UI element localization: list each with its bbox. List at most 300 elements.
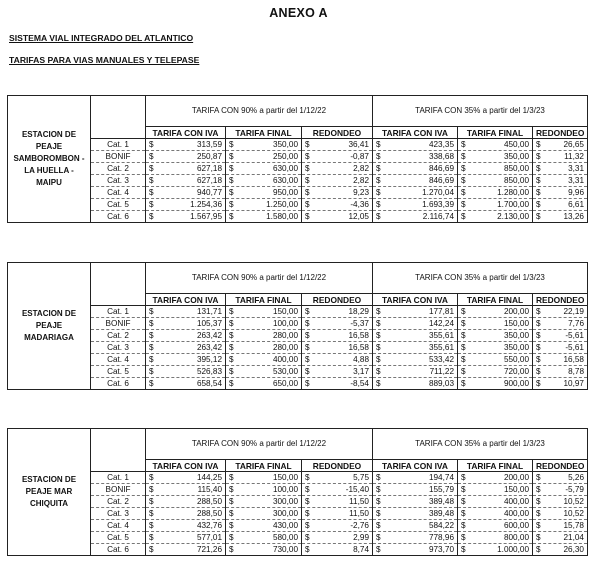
money-cell xyxy=(533,306,588,318)
currency-symbol: $ xyxy=(229,544,234,554)
amount: 711,22 xyxy=(429,366,454,376)
col-tarifa-iva: TARIFA CON IVA xyxy=(373,127,458,139)
period-header-90: TARIFA CON 90% a partir del 1/12/22 xyxy=(146,429,373,460)
currency-symbol: $ xyxy=(536,139,541,149)
currency-symbol: $ xyxy=(229,366,234,376)
amount: 1.000,00 xyxy=(497,544,529,554)
amount: 1.250,00 xyxy=(266,199,298,209)
currency-symbol: $ xyxy=(305,199,310,209)
money-cell xyxy=(458,163,533,175)
col-tarifa-final: TARIFA FINAL xyxy=(226,294,302,306)
amount: 10,97 xyxy=(563,378,584,388)
currency-symbol: $ xyxy=(461,532,466,542)
currency-symbol: $ xyxy=(536,306,541,316)
amount: 530,00 xyxy=(272,366,298,376)
currency-symbol: $ xyxy=(149,318,154,328)
money-cell xyxy=(373,354,458,366)
station-tariff-table xyxy=(7,262,588,390)
amount: 355,61 xyxy=(428,342,454,352)
money-cell xyxy=(373,366,458,378)
currency-symbol: $ xyxy=(536,330,541,340)
money-cell xyxy=(146,378,226,390)
currency-symbol: $ xyxy=(461,484,466,494)
amount: 550,00 xyxy=(503,354,529,364)
currency-symbol: $ xyxy=(461,330,466,340)
money-cell xyxy=(226,318,302,330)
station-name: ESTACION DE PEAJE MAR CHIQUITA xyxy=(8,429,91,556)
category-label: Cat. 1 xyxy=(91,139,146,151)
amount: 11,50 xyxy=(349,508,369,518)
blank-header-cell xyxy=(91,263,146,306)
money-cell xyxy=(373,508,458,520)
money-cell xyxy=(458,496,533,508)
money-cell xyxy=(533,151,588,163)
amount: 338,68 xyxy=(428,151,454,161)
currency-symbol: $ xyxy=(376,532,381,542)
money-cell xyxy=(533,472,588,484)
amount: 350,00 xyxy=(503,330,529,340)
money-cell xyxy=(302,151,373,163)
currency-symbol: $ xyxy=(376,163,381,173)
amount: 26,65 xyxy=(563,139,584,149)
currency-symbol: $ xyxy=(376,175,381,185)
money-cell xyxy=(458,472,533,484)
station-name: ESTACION DE PEAJE SAMBOROMBON - LA HUELLA - MAIPU xyxy=(8,96,91,223)
currency-symbol: $ xyxy=(536,175,541,185)
category-label: Cat. 4 xyxy=(91,187,146,199)
currency-symbol: $ xyxy=(536,151,541,161)
money-cell xyxy=(373,175,458,187)
table-row xyxy=(8,508,588,520)
amount: 100,00 xyxy=(272,484,298,494)
money-cell xyxy=(373,211,458,223)
money-cell xyxy=(533,211,588,223)
currency-symbol: $ xyxy=(461,354,466,364)
col-redondeo: REDONDEO xyxy=(533,127,588,139)
amount: 5,26 xyxy=(568,472,584,482)
table-row xyxy=(8,330,588,342)
currency-symbol: $ xyxy=(376,306,381,316)
money-cell xyxy=(533,354,588,366)
money-cell xyxy=(302,199,373,211)
amount: 7,76 xyxy=(568,318,584,328)
amount: 288,50 xyxy=(196,508,222,518)
period-header-row xyxy=(8,429,588,460)
table-row xyxy=(8,175,588,187)
money-cell xyxy=(533,330,588,342)
amount: 1.270,04 xyxy=(422,187,454,197)
currency-symbol: $ xyxy=(376,484,381,494)
category-label: Cat. 1 xyxy=(91,472,146,484)
money-cell xyxy=(533,544,588,556)
amount: -0,87 xyxy=(350,151,369,161)
currency-symbol: $ xyxy=(536,366,541,376)
amount: 1.254,36 xyxy=(190,199,222,209)
amount: -5,37 xyxy=(350,318,369,328)
money-cell xyxy=(226,211,302,223)
money-cell xyxy=(302,378,373,390)
amount: 778,96 xyxy=(428,532,454,542)
currency-symbol: $ xyxy=(305,306,310,316)
table-row xyxy=(8,544,588,556)
money-cell xyxy=(302,484,373,496)
money-cell xyxy=(458,199,533,211)
amount: 950,00 xyxy=(272,187,298,197)
money-cell xyxy=(373,496,458,508)
currency-symbol: $ xyxy=(305,175,310,185)
money-cell xyxy=(226,520,302,532)
currency-symbol: $ xyxy=(461,342,466,352)
money-cell xyxy=(458,318,533,330)
currency-symbol: $ xyxy=(149,187,154,197)
col-tarifa-final: TARIFA FINAL xyxy=(226,460,302,472)
table-row xyxy=(8,163,588,175)
category-label: BONIF xyxy=(91,484,146,496)
currency-symbol: $ xyxy=(461,163,466,173)
currency-symbol: $ xyxy=(461,175,466,185)
money-cell xyxy=(458,175,533,187)
amount: 846,69 xyxy=(428,175,454,185)
table-row xyxy=(8,484,588,496)
currency-symbol: $ xyxy=(229,139,234,149)
category-label: Cat. 2 xyxy=(91,330,146,342)
currency-symbol: $ xyxy=(461,378,466,388)
table-row xyxy=(8,318,588,330)
amount: -5,61 xyxy=(565,330,584,340)
amount: 1.700,00 xyxy=(497,199,529,209)
currency-symbol: $ xyxy=(536,508,541,518)
amount: 400,00 xyxy=(503,496,529,506)
currency-symbol: $ xyxy=(305,496,310,506)
amount: 720,00 xyxy=(503,366,529,376)
col-redondeo: REDONDEO xyxy=(302,127,373,139)
money-cell xyxy=(302,342,373,354)
amount: 395,12 xyxy=(196,354,222,364)
amount: 2.130,00 xyxy=(497,211,529,221)
currency-symbol: $ xyxy=(461,472,466,482)
currency-symbol: $ xyxy=(461,187,466,197)
amount: 150,00 xyxy=(272,306,298,316)
currency-symbol: $ xyxy=(305,508,310,518)
currency-symbol: $ xyxy=(376,187,381,197)
amount: 3,17 xyxy=(353,366,369,376)
amount: 8,74 xyxy=(353,544,369,554)
col-tarifa-iva: TARIFA CON IVA xyxy=(146,294,226,306)
money-cell xyxy=(146,175,226,187)
amount: 721,26 xyxy=(196,544,222,554)
money-cell xyxy=(373,532,458,544)
currency-symbol: $ xyxy=(229,472,234,482)
currency-symbol: $ xyxy=(376,496,381,506)
currency-symbol: $ xyxy=(376,318,381,328)
currency-symbol: $ xyxy=(536,496,541,506)
currency-symbol: $ xyxy=(305,163,310,173)
currency-symbol: $ xyxy=(461,199,466,209)
money-cell xyxy=(533,484,588,496)
money-cell xyxy=(302,163,373,175)
money-cell xyxy=(226,330,302,342)
money-cell xyxy=(373,472,458,484)
amount: 21,04 xyxy=(563,532,584,542)
currency-symbol: $ xyxy=(305,211,310,221)
currency-symbol: $ xyxy=(376,472,381,482)
table-row xyxy=(8,342,588,354)
amount: 580,00 xyxy=(272,532,298,542)
money-cell xyxy=(146,520,226,532)
amount: 4,88 xyxy=(353,354,369,364)
currency-symbol: $ xyxy=(536,354,541,364)
amount: 177,81 xyxy=(428,306,454,316)
amount: 2.116,74 xyxy=(422,211,454,221)
amount: 1.693,39 xyxy=(422,199,454,209)
currency-symbol: $ xyxy=(149,472,154,482)
amount: 150,00 xyxy=(503,484,529,494)
money-cell xyxy=(146,330,226,342)
category-label: Cat. 3 xyxy=(91,175,146,187)
money-cell xyxy=(146,532,226,544)
currency-symbol: $ xyxy=(376,139,381,149)
currency-symbol: $ xyxy=(376,520,381,530)
money-cell xyxy=(146,508,226,520)
amount: 16,58 xyxy=(348,342,369,352)
amount: 730,00 xyxy=(272,544,298,554)
currency-symbol: $ xyxy=(305,330,310,340)
col-redondeo: REDONDEO xyxy=(533,460,588,472)
money-cell xyxy=(458,532,533,544)
amount: 650,00 xyxy=(272,378,298,388)
category-label: Cat. 4 xyxy=(91,520,146,532)
money-cell xyxy=(302,544,373,556)
amount: 16,58 xyxy=(563,354,584,364)
currency-symbol: $ xyxy=(149,496,154,506)
money-cell xyxy=(302,532,373,544)
amount: 430,00 xyxy=(272,520,298,530)
period-header-35: TARIFA CON 35% a partir del 1/3/23 xyxy=(373,263,588,294)
amount: 300,00 xyxy=(272,496,298,506)
money-cell xyxy=(302,472,373,484)
amount: 600,00 xyxy=(503,520,529,530)
currency-symbol: $ xyxy=(149,151,154,161)
currency-symbol: $ xyxy=(461,211,466,221)
currency-symbol: $ xyxy=(229,378,234,388)
currency-symbol: $ xyxy=(536,520,541,530)
table-row xyxy=(8,496,588,508)
currency-symbol: $ xyxy=(461,151,466,161)
currency-symbol: $ xyxy=(536,378,541,388)
category-label: Cat. 2 xyxy=(91,496,146,508)
amount: 280,00 xyxy=(272,330,298,340)
money-cell xyxy=(146,496,226,508)
money-cell xyxy=(533,532,588,544)
table-row xyxy=(8,139,588,151)
page-title: ANEXO A xyxy=(269,6,328,20)
col-redondeo: REDONDEO xyxy=(302,294,373,306)
money-cell xyxy=(146,484,226,496)
col-tarifa-final: TARIFA FINAL xyxy=(458,127,533,139)
amount: 389,48 xyxy=(428,508,454,518)
money-cell xyxy=(146,366,226,378)
table-row xyxy=(8,520,588,532)
money-cell xyxy=(533,342,588,354)
money-cell xyxy=(533,318,588,330)
money-cell xyxy=(373,199,458,211)
amount: 200,00 xyxy=(503,472,529,482)
money-cell xyxy=(226,187,302,199)
currency-symbol: $ xyxy=(536,484,541,494)
currency-symbol: $ xyxy=(149,211,154,221)
col-tarifa-iva: TARIFA CON IVA xyxy=(373,294,458,306)
amount: 9,96 xyxy=(568,187,584,197)
amount: -15,40 xyxy=(345,484,369,494)
amount: 26,30 xyxy=(563,544,584,554)
currency-symbol: $ xyxy=(229,199,234,209)
amount: 533,42 xyxy=(428,354,454,364)
money-cell xyxy=(146,342,226,354)
currency-symbol: $ xyxy=(149,330,154,340)
money-cell xyxy=(373,163,458,175)
amount: -2,76 xyxy=(350,520,369,530)
amount: 350,00 xyxy=(503,342,529,352)
amount: 36,41 xyxy=(348,139,369,149)
period-header-row xyxy=(8,96,588,127)
amount: 630,00 xyxy=(272,163,298,173)
amount: 350,00 xyxy=(503,151,529,161)
amount: 131,71 xyxy=(196,306,222,316)
currency-symbol: $ xyxy=(229,496,234,506)
table-row xyxy=(8,199,588,211)
amount: 577,01 xyxy=(196,532,222,542)
currency-symbol: $ xyxy=(229,163,234,173)
money-cell xyxy=(458,211,533,223)
money-cell xyxy=(226,151,302,163)
tariff-subtitle: TARIFAS PARA VIAS MANUALES Y TELEPASE xyxy=(9,55,200,65)
currency-symbol: $ xyxy=(305,366,310,376)
category-label: Cat. 2 xyxy=(91,163,146,175)
table-row xyxy=(8,472,588,484)
currency-symbol: $ xyxy=(229,330,234,340)
amount: 400,00 xyxy=(503,508,529,518)
amount: 355,61 xyxy=(428,330,454,340)
currency-symbol: $ xyxy=(149,342,154,352)
money-cell xyxy=(533,496,588,508)
amount: 1.567,95 xyxy=(190,211,222,221)
amount: 6,61 xyxy=(568,199,584,209)
currency-symbol: $ xyxy=(376,199,381,209)
money-cell xyxy=(302,187,373,199)
category-label: BONIF xyxy=(91,151,146,163)
money-cell xyxy=(533,163,588,175)
money-cell xyxy=(226,496,302,508)
table-row xyxy=(8,306,588,318)
money-cell xyxy=(146,199,226,211)
table-row xyxy=(8,151,588,163)
blank-header-cell xyxy=(91,96,146,139)
amount: 10,52 xyxy=(563,508,584,518)
money-cell xyxy=(533,366,588,378)
col-redondeo: REDONDEO xyxy=(533,294,588,306)
currency-symbol: $ xyxy=(229,484,234,494)
amount: 144,25 xyxy=(196,472,222,482)
money-cell xyxy=(226,163,302,175)
currency-symbol: $ xyxy=(536,544,541,554)
amount: 2,82 xyxy=(353,175,369,185)
money-cell xyxy=(458,330,533,342)
table-row xyxy=(8,366,588,378)
money-cell xyxy=(302,330,373,342)
amount: 288,50 xyxy=(196,496,222,506)
money-cell xyxy=(226,342,302,354)
amount: 400,00 xyxy=(272,354,298,364)
money-cell xyxy=(146,354,226,366)
money-cell xyxy=(373,378,458,390)
money-cell xyxy=(373,306,458,318)
currency-symbol: $ xyxy=(229,151,234,161)
amount: 900,00 xyxy=(503,378,529,388)
amount: 800,00 xyxy=(503,532,529,542)
station-name: ESTACION DE PEAJE MADARIAGA xyxy=(8,263,91,390)
category-label: Cat. 6 xyxy=(91,544,146,556)
money-cell xyxy=(373,139,458,151)
money-cell xyxy=(146,139,226,151)
currency-symbol: $ xyxy=(229,318,234,328)
currency-symbol: $ xyxy=(305,342,310,352)
amount: 627,18 xyxy=(196,175,222,185)
currency-symbol: $ xyxy=(149,484,154,494)
amount: 889,03 xyxy=(428,378,454,388)
money-cell xyxy=(373,520,458,532)
currency-symbol: $ xyxy=(149,175,154,185)
money-cell xyxy=(373,544,458,556)
amount: 423,35 xyxy=(428,139,454,149)
money-cell xyxy=(302,175,373,187)
money-cell xyxy=(226,175,302,187)
currency-symbol: $ xyxy=(305,318,310,328)
amount: 8,78 xyxy=(568,366,584,376)
amount: 13,26 xyxy=(563,211,584,221)
table-row xyxy=(8,354,588,366)
col-tarifa-iva: TARIFA CON IVA xyxy=(373,460,458,472)
amount: -8,54 xyxy=(350,378,369,388)
amount: 350,00 xyxy=(272,139,298,149)
amount: 150,00 xyxy=(272,472,298,482)
category-label: Cat. 5 xyxy=(91,532,146,544)
money-cell xyxy=(373,151,458,163)
currency-symbol: $ xyxy=(149,532,154,542)
blank-header-cell xyxy=(91,429,146,472)
currency-symbol: $ xyxy=(229,187,234,197)
currency-symbol: $ xyxy=(149,544,154,554)
amount: 940,77 xyxy=(196,187,222,197)
amount: 16,58 xyxy=(348,330,369,340)
currency-symbol: $ xyxy=(305,484,310,494)
money-cell xyxy=(458,354,533,366)
money-cell xyxy=(373,484,458,496)
money-cell xyxy=(458,378,533,390)
currency-symbol: $ xyxy=(305,378,310,388)
amount: 263,42 xyxy=(196,342,222,352)
table-row xyxy=(8,378,588,390)
category-label: Cat. 4 xyxy=(91,354,146,366)
table-row xyxy=(8,187,588,199)
money-cell xyxy=(226,354,302,366)
amount: 5,75 xyxy=(353,472,369,482)
money-cell xyxy=(458,342,533,354)
currency-symbol: $ xyxy=(376,330,381,340)
amount: 9,23 xyxy=(353,187,369,197)
col-tarifa-iva: TARIFA CON IVA xyxy=(146,127,226,139)
currency-symbol: $ xyxy=(461,306,466,316)
period-header-35: TARIFA CON 35% a partir del 1/3/23 xyxy=(373,96,588,127)
